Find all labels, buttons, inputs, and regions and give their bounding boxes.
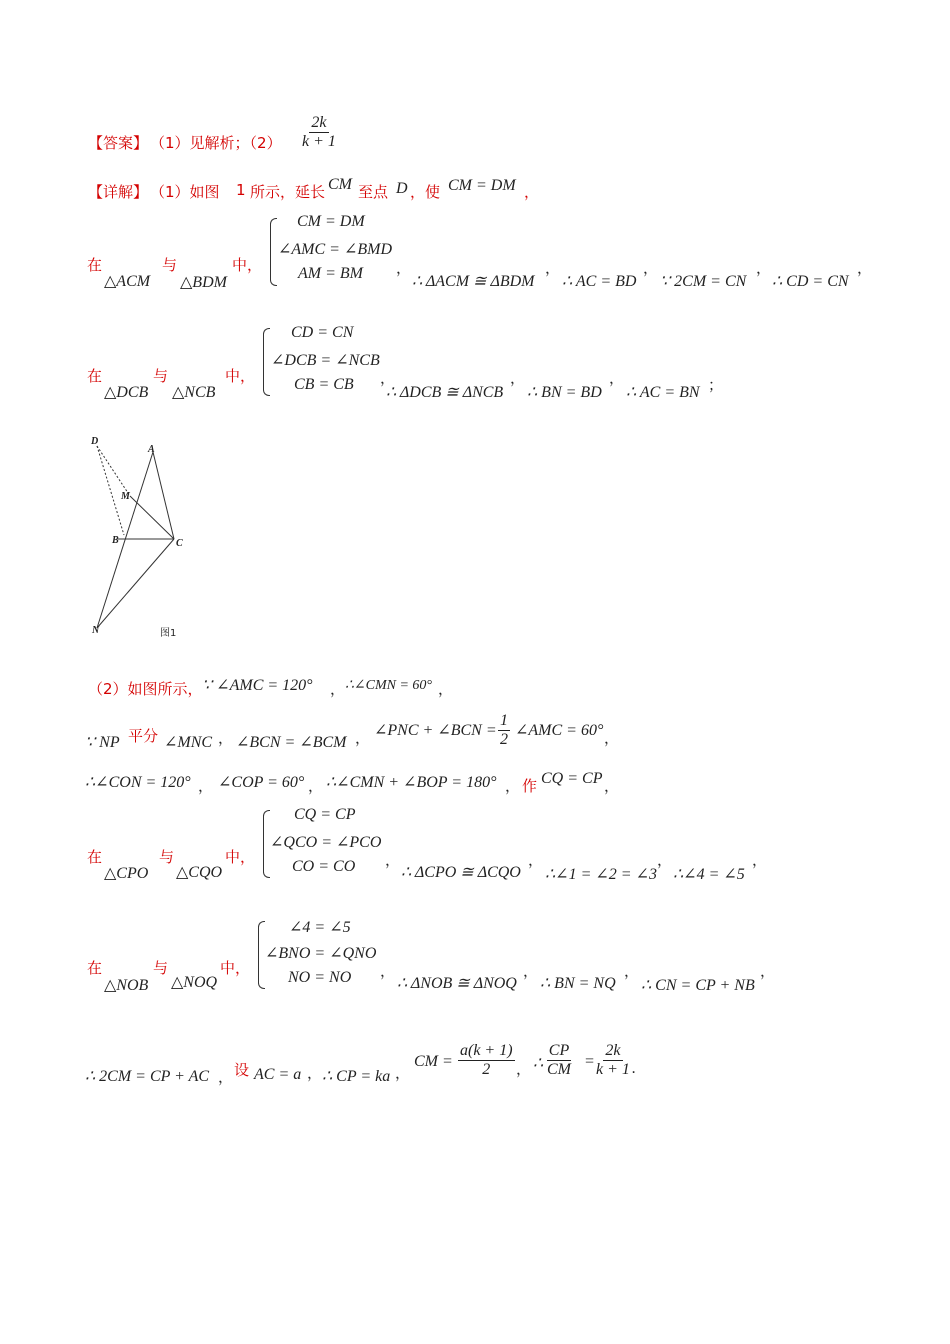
part2-c1: ， bbox=[330, 680, 346, 698]
detail-intro-num: 1 bbox=[236, 181, 246, 199]
sys3-r1: ∴ ΔCPO ≅ ΔCQO bbox=[401, 864, 521, 881]
detail-to-point: 至点 bbox=[358, 183, 389, 201]
detail-cm-dm: CM = DM bbox=[448, 177, 516, 194]
part2-zuo: 作 bbox=[522, 777, 538, 795]
line-nc bbox=[97, 539, 174, 628]
figure-1-svg bbox=[88, 432, 198, 644]
part2-c2: ， bbox=[438, 680, 454, 698]
final-c2: ， bbox=[307, 1064, 323, 1082]
final-ac: AC = a bbox=[254, 1066, 302, 1083]
line-mc bbox=[130, 496, 174, 539]
detail-d: D bbox=[396, 180, 408, 197]
sys1-yu: 与 bbox=[162, 256, 178, 274]
sys4-c2: ， bbox=[523, 962, 539, 980]
sys4-yu: 与 bbox=[153, 959, 169, 977]
sys1-tri2: △BDM bbox=[180, 274, 227, 291]
sys4-zai: 在 bbox=[87, 959, 103, 977]
sys1-c5: ， bbox=[857, 259, 873, 277]
part2-sum: ∴∠CMN + ∠BOP = 180° bbox=[326, 774, 497, 791]
figure-caption: 图1 bbox=[160, 628, 177, 639]
answer-fraction bbox=[300, 114, 338, 151]
sys3-r3: ∴∠4 = ∠5 bbox=[673, 866, 745, 883]
fig-label-n: N bbox=[92, 625, 100, 636]
final-result-den: k + 1 bbox=[596, 1061, 630, 1078]
part2-l3-c1: ， bbox=[198, 777, 214, 795]
sys1-brace bbox=[270, 218, 277, 286]
sys1-tri1: △ACM bbox=[104, 273, 151, 290]
final-c3: ， bbox=[395, 1064, 411, 1082]
sys2-tri2: △NCB bbox=[172, 384, 216, 401]
sys4-c1: ， bbox=[380, 962, 396, 980]
sys2-eq1: CD = CN bbox=[291, 324, 354, 341]
answer-text: （1）见解析；（2） bbox=[150, 134, 282, 152]
sys2-zai: 在 bbox=[87, 367, 103, 385]
final-cm-lhs: CM = bbox=[414, 1053, 453, 1070]
sys1-zhong: 中， bbox=[232, 256, 263, 274]
sys2-yu: 与 bbox=[153, 367, 169, 385]
sys3-zhong: 中， bbox=[225, 848, 256, 866]
fig-label-a: A bbox=[148, 444, 155, 455]
sys3-tri2: △CQO bbox=[176, 864, 223, 881]
sys2-tri1: △DCB bbox=[104, 384, 149, 401]
sys1-c3: ， bbox=[643, 259, 659, 277]
part2-l3-c3: ， bbox=[505, 777, 521, 795]
sys2-brace bbox=[263, 328, 270, 396]
sys3-eq1: CQ = CP bbox=[294, 806, 356, 823]
part2-pnc: ∠PNC + ∠BCN = bbox=[374, 722, 497, 739]
sys2-c2: ， bbox=[510, 369, 526, 387]
part2-half-den: 2 bbox=[500, 731, 508, 748]
sys1-r4: ∴ CD = CN bbox=[772, 273, 849, 290]
sys4-r1: ∴ ΔNOB ≅ ΔNOQ bbox=[397, 975, 517, 992]
sys3-r2: ∴∠1 = ∠2 = ∠3 bbox=[545, 866, 657, 883]
detail-end: ， bbox=[524, 183, 540, 201]
detail-intro: （1）如图 bbox=[150, 183, 220, 201]
sys3-eq2: ∠QCO = ∠PCO bbox=[270, 834, 382, 851]
part2-cop: ∠COP = 60° bbox=[218, 774, 305, 791]
figure-1 bbox=[88, 432, 198, 644]
final-ratio-den: CM bbox=[547, 1061, 571, 1078]
part2-l3-c4: ， bbox=[604, 777, 620, 795]
sys3-eq3: CO = CO bbox=[292, 858, 356, 875]
final-result-num: 2k bbox=[605, 1042, 621, 1059]
part2-intro: （2）如图所示， bbox=[88, 680, 203, 698]
sys3-c3: ， bbox=[657, 851, 673, 869]
sys4-zhong: 中， bbox=[220, 959, 251, 977]
part2-half-num: 1 bbox=[500, 712, 508, 729]
detail-cm: CM bbox=[328, 176, 352, 193]
sys4-tri2: △NOQ bbox=[171, 974, 218, 991]
sys2-r1: ∴ ΔDCB ≅ ΔNCB bbox=[386, 384, 504, 401]
fig-label-m: M bbox=[121, 491, 130, 502]
sys3-tri1: △CPO bbox=[104, 865, 149, 882]
detail-intro2: 所示，延长 bbox=[250, 183, 326, 201]
part2-l3-c2: ， bbox=[308, 777, 324, 795]
part2-cmn: ∴∠CMN = 60° bbox=[345, 678, 433, 693]
sys2-eq2: ∠DCB = ∠NCB bbox=[271, 352, 380, 369]
part2-l2-amc: ∠AMC = 60° bbox=[515, 722, 604, 739]
sys1-eq1: CM = DM bbox=[297, 213, 365, 230]
final-result bbox=[594, 1042, 632, 1079]
part2-np: ∵ NP bbox=[85, 734, 120, 751]
final-c1: ， bbox=[218, 1068, 234, 1086]
line-ac bbox=[153, 452, 174, 539]
part2-con: ∴∠CON = 120° bbox=[85, 774, 191, 791]
sys1-c4: ， bbox=[756, 259, 772, 277]
sys2-c3: ， bbox=[609, 369, 625, 387]
final-therefore: ∴ bbox=[533, 1055, 544, 1072]
part2-amc: ∵ ∠AMC = 120° bbox=[202, 677, 313, 694]
final-eq: = bbox=[584, 1053, 595, 1070]
part2-mnc: ∠MNC bbox=[164, 734, 213, 751]
final-ratio-num: CP bbox=[548, 1042, 570, 1059]
part2-bcn: ∠BCN = ∠BCM bbox=[236, 734, 347, 751]
sys3-zai: 在 bbox=[87, 848, 103, 866]
final-she: 设 bbox=[234, 1061, 250, 1079]
sys4-brace bbox=[258, 921, 265, 989]
sys3-brace bbox=[263, 810, 270, 878]
part2-pingfen: 平分 bbox=[128, 727, 159, 745]
final-cm-num: a(k + 1) bbox=[460, 1042, 513, 1059]
sys4-r3: ∴ CN = CP + NB bbox=[641, 977, 755, 994]
sys4-c3: ， bbox=[624, 962, 640, 980]
line-db-dashed bbox=[97, 446, 124, 535]
final-ratio bbox=[545, 1042, 573, 1079]
sys1-eq2: ∠AMC = ∠BMD bbox=[278, 241, 393, 258]
final-c4: ， bbox=[516, 1060, 532, 1078]
fig-label-d: D bbox=[91, 436, 99, 447]
sys3-c2: ， bbox=[528, 851, 544, 869]
final-2cm: ∴ 2CM = CP + AC bbox=[85, 1068, 210, 1085]
sys2-r2: ∴ BN = BD bbox=[527, 384, 602, 401]
final-cp: ∴ CP = ka bbox=[322, 1068, 391, 1085]
line-na bbox=[97, 452, 153, 628]
sys1-c1: ， bbox=[396, 259, 412, 277]
sys4-eq3: NO = NO bbox=[288, 969, 352, 986]
part2-l2-c1: ， bbox=[218, 729, 234, 747]
sys3-c1: ， bbox=[385, 851, 401, 869]
sys2-zhong: 中， bbox=[225, 367, 256, 385]
sys1-eq3: AM = BM bbox=[298, 265, 363, 282]
sys3-yu: 与 bbox=[159, 848, 175, 866]
detail-comma: ，使 bbox=[410, 183, 441, 201]
final-cm-frac bbox=[458, 1042, 515, 1079]
sys1-r2: ∴ AC = BD bbox=[562, 273, 637, 290]
sys3-c4: ， bbox=[752, 851, 768, 869]
sys1-c2: ， bbox=[545, 259, 561, 277]
part2-cq: CQ = CP bbox=[541, 770, 603, 787]
sys2-eq3: CB = CB bbox=[294, 376, 354, 393]
final-cm-den: 2 bbox=[482, 1061, 491, 1078]
line-dm-dashed bbox=[97, 446, 130, 496]
sys1-r1: ∴ ΔACM ≅ ΔBDM bbox=[412, 273, 535, 290]
part2-l2-c3: ， bbox=[604, 729, 620, 747]
sys2-c1: ， bbox=[380, 369, 396, 387]
fig-label-b: B bbox=[112, 535, 119, 546]
sys4-r2: ∴ BN = NQ bbox=[540, 975, 616, 992]
sys4-c4: ， bbox=[760, 962, 776, 980]
detail-label: 【详解】 bbox=[88, 183, 149, 201]
final-period: . bbox=[632, 1060, 636, 1077]
sys4-eq1: ∠4 = ∠5 bbox=[289, 919, 351, 936]
sys1-r3: ∵ 2CM = CN bbox=[660, 273, 747, 290]
answer-frac-den: k + 1 bbox=[302, 133, 336, 150]
sys1-zai: 在 bbox=[87, 256, 103, 274]
sys2-c4: ； bbox=[708, 376, 724, 394]
answer-frac-num: 2k bbox=[311, 114, 327, 131]
part2-l2-c2: ， bbox=[355, 729, 371, 747]
fig-label-c: C bbox=[176, 538, 183, 549]
sys4-tri1: △NOB bbox=[104, 977, 149, 994]
answer-label: 【答案】 bbox=[88, 134, 149, 152]
sys2-r3: ∴ AC = BN bbox=[626, 384, 700, 401]
part2-half bbox=[498, 712, 510, 749]
sys4-eq2: ∠BNO = ∠QNO bbox=[265, 945, 377, 962]
